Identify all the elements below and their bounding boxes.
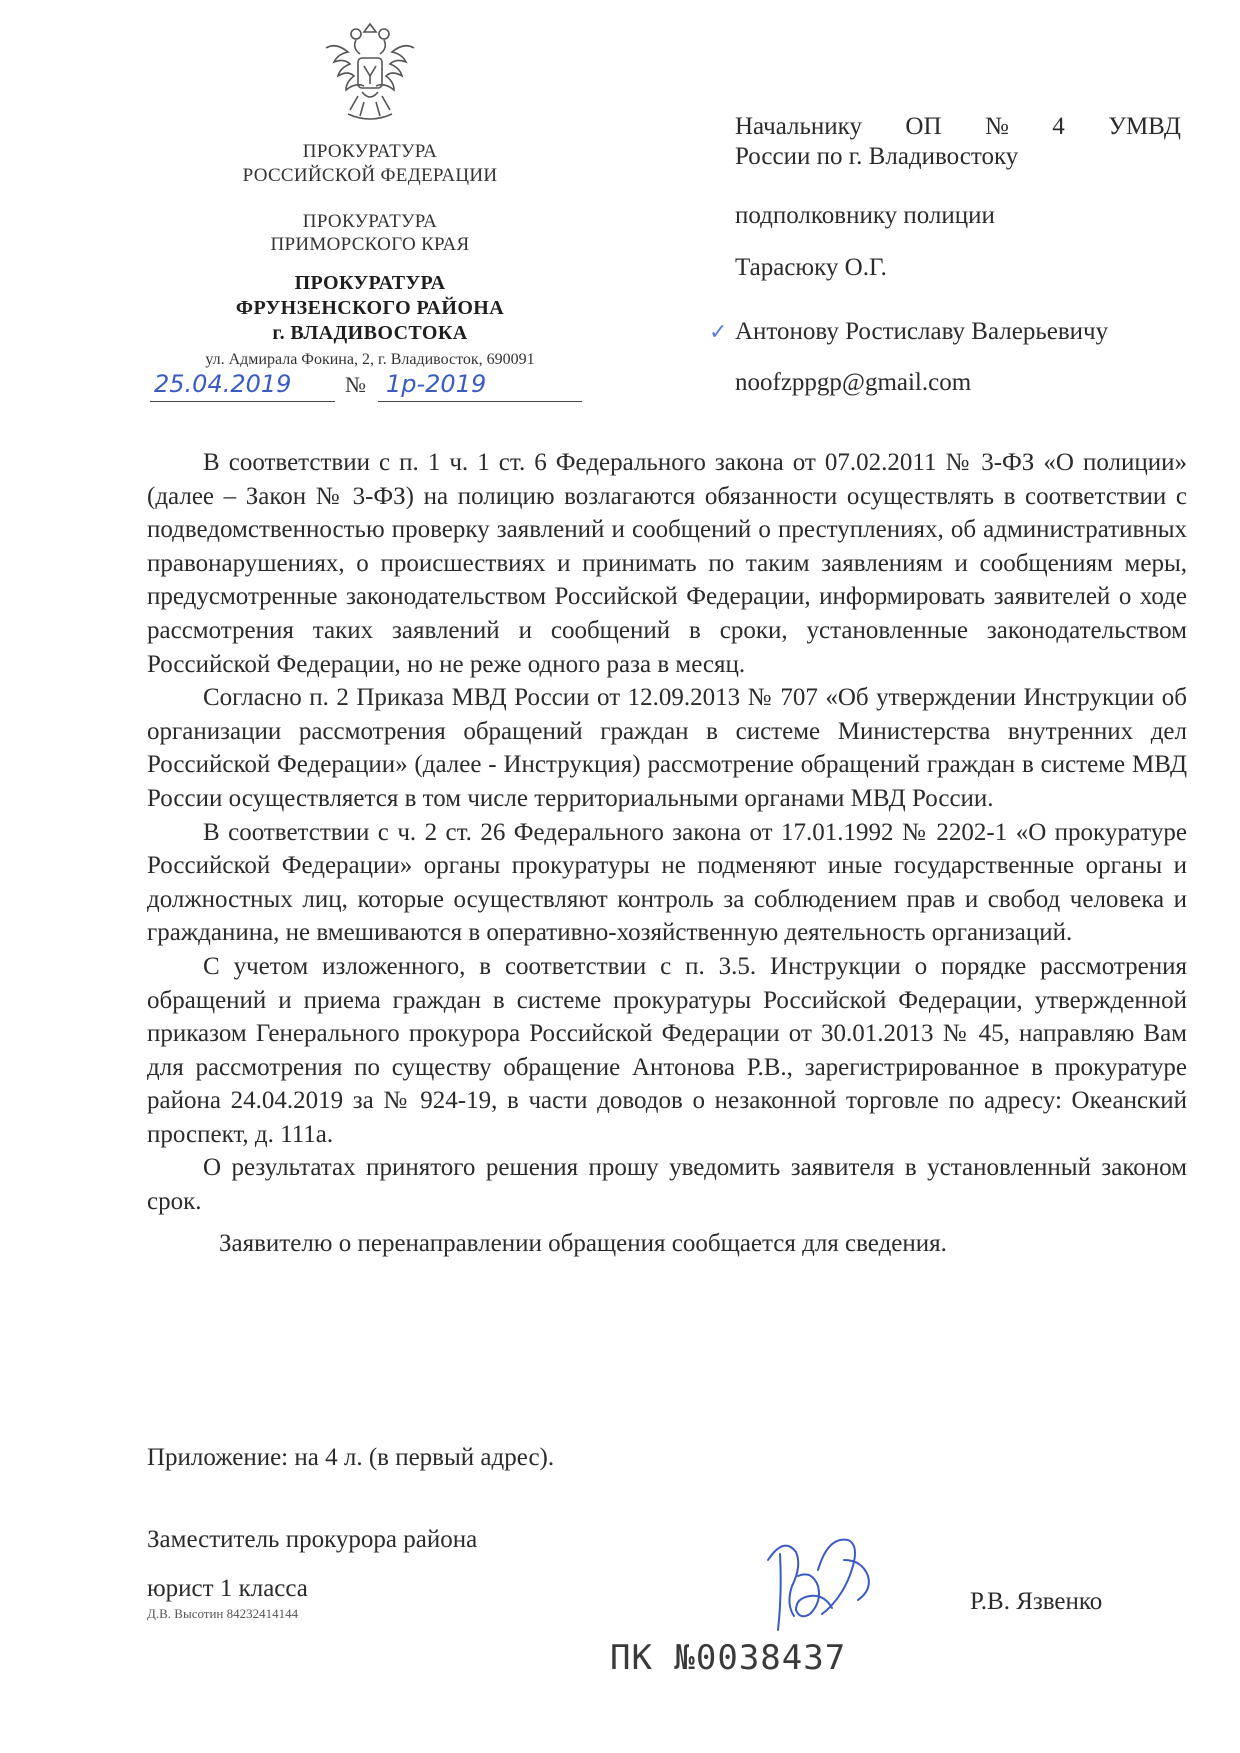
- body-paragraph: О результатах принятого решения прошу уведомить заявителя в установленный законом срок.: [147, 1154, 1187, 1216]
- addressee-word: ОП: [905, 113, 942, 140]
- addressee-word: УМВД: [1108, 113, 1181, 140]
- recipient-name: Антонову Ростиславу Валерьевичу: [735, 318, 1109, 345]
- appendix-note: Приложение: на 4 л. (в первый адрес).: [147, 1444, 555, 1471]
- addressee-line1: [735, 112, 1181, 142]
- addressee-word: 4: [1052, 113, 1065, 140]
- check-mark-icon: ✓: [709, 320, 728, 345]
- signer-position: Заместитель прокурора района: [147, 1526, 478, 1553]
- registration-date: 25.04.2019: [150, 368, 335, 402]
- body-paragraph: С учетом изложенного, в соответствии с п. 3.5. Инструкции о порядке рассмотрения обращений и приема граждан в системе прокуратуры Российской Федерации, утвержденной приказом Генерального прокурора Российской Федерации от 30.01.2013 № 45, направляю Вам для рассмотрения по существу обращение Антонова Р.В., зарегистрированное в прокуратуре района 24.04.2019 за № 924-19, в части доводов о незаконной торговле по адресу: Океанский проспект, д. 111а.: [147, 952, 1187, 1148]
- executor-contact: Д.В. Высотин 84232414144: [147, 1606, 299, 1621]
- org-bold-line: ПРОКУРАТУРА: [294, 272, 446, 294]
- registration-number: 1р-2019: [378, 368, 582, 402]
- org-line: ПРИМОРСКОГО КРАЯ: [270, 234, 470, 256]
- org-bold-line: ФРУНЗЕНСКОГО РАЙОНА: [235, 297, 505, 319]
- body-paragraph: Согласно п. 2 Приказа МВД России от 12.09.2013 № 707 «Об утверждении Инструкции об организации рассмотрения обращений граждан в системе Министерства внутренних дел Российской Федерации» (далее - Инструкция) рассмотрение обращений граждан в системе МВД России осуществляется в том числе территориальными органами МВД России.: [147, 684, 1187, 812]
- letter-body: [147, 446, 1187, 1260]
- prosecutor-org-block: [180, 140, 560, 370]
- org-line: ПРОКУРАТУРА: [302, 141, 438, 162]
- recipient-email: noofzppgp@gmail.com: [735, 369, 972, 396]
- recipient-line: [709, 317, 1108, 347]
- registration-number-label: №: [345, 372, 366, 397]
- addressee-rank: подполковнику полиции: [735, 202, 995, 229]
- body-paragraph: Заявителю о перенаправлении обращения сообщается для сведения.: [219, 1229, 947, 1257]
- addressee-line2: России по г. Владивостоку: [735, 142, 1019, 170]
- org-address: ул. Адмирала Фокина, 2, г. Владивосток, 690091: [205, 351, 535, 368]
- addressee-word: Начальнику: [735, 113, 862, 140]
- addressee-block: [709, 112, 1181, 396]
- org-bold-line: г. ВЛАДИВОСТОКА: [272, 322, 468, 344]
- body-paragraph: В соответствии с ч. 2 ст. 26 Федерального закона от 17.01.1992 № 2202-1 «О прокуратуре Российской Федерации» органы прокуратуры не подменяют иные государственные органы и должностных лиц, которые осуществляют контроль за соблюдением прав и свобод человека и гражданина, не вмешиваются в оперативно-хозяйственную деятельность организаций.: [147, 818, 1187, 947]
- signer-name: Р.В. Язвенко: [970, 1588, 1103, 1615]
- signer-class: юрист 1 класса: [147, 1575, 308, 1602]
- addressee-name: Тарасюку О.Г.: [735, 253, 887, 281]
- handwritten-signature-icon: [758, 1530, 878, 1650]
- org-line: ПРОКУРАТУРА: [302, 210, 438, 232]
- org-line: РОССИЙСКОЙ ФЕДЕРАЦИИ: [242, 164, 498, 186]
- addressee-word: №: [984, 113, 1009, 140]
- coat-of-arms-icon: [318, 18, 422, 126]
- registration-line: [150, 368, 582, 406]
- body-paragraph: В соответствии с п. 1 ч. 1 ст. 6 Федерального закона от 07.02.2011 № 3-ФЗ «О полиции» (далее – Закон № 3-ФЗ) на полицию возлагаются обязанности осуществлять в соответствии с подведомственностью проверку заявлений и сообщений о преступлениях, об административных правонарушениях, о происшествиях и принимать по таким заявлениям и сообщениям меры, предусмотренные законодательством Российской Федерации, информировать заявителей о ходе рассмотрения таких заявлений и сообщений в сроки, установленные законодательством Российской Федерации, но не реже одного раза в месяц.: [147, 449, 1187, 678]
- serial-number: ПК №0038437: [610, 1638, 847, 1678]
